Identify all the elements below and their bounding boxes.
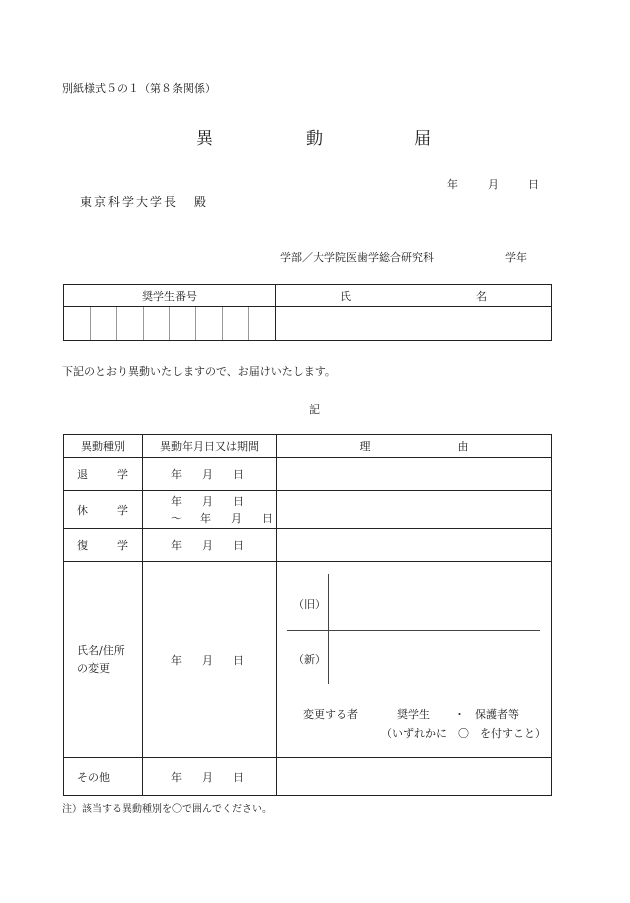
day-label: 日	[262, 511, 273, 525]
student-number-header-label: 奨学生番号	[142, 289, 197, 303]
month-label: 月	[202, 494, 213, 508]
year-label: 年	[171, 539, 182, 552]
type-change-line1: 氏名/住所	[77, 643, 125, 657]
student-number-boxes[interactable]	[64, 307, 276, 341]
reason-change[interactable]	[277, 562, 552, 758]
month-label: 月	[202, 468, 213, 481]
name-header	[276, 285, 552, 307]
name-header-a: 氏	[340, 289, 351, 303]
student-table	[63, 284, 552, 341]
option-student[interactable]: 奨学生	[397, 708, 430, 721]
day-label: 日	[233, 770, 244, 784]
date-header-label: 異動年月日又は期間	[160, 440, 259, 453]
old-label: （旧）	[293, 598, 326, 611]
date-taigaku[interactable]	[143, 458, 277, 491]
type-header	[64, 435, 143, 458]
grade-label: 学年	[505, 251, 527, 264]
reason-kyugaku[interactable]	[277, 491, 552, 529]
type-taigaku[interactable]	[64, 458, 143, 491]
year-label: 年	[171, 494, 182, 508]
old-new-divider-horizontal	[287, 630, 540, 631]
date-month-label: 月	[488, 178, 499, 191]
date-fukugaku[interactable]	[143, 529, 277, 562]
option-separator: ・	[454, 708, 465, 721]
type-kyugaku[interactable]	[64, 491, 143, 529]
day-label: 日	[233, 494, 244, 508]
digit-box[interactable]	[223, 307, 249, 340]
footnote: 注）該当する異動種別を〇で囲んでください。	[62, 804, 272, 815]
digit-box[interactable]	[117, 307, 143, 340]
intro-text: 下記のとおり異動いたしますので、お届けいたします。	[62, 365, 336, 378]
month-label: 月	[202, 770, 213, 784]
date-year-label: 年	[447, 178, 458, 191]
new-label: （新）	[293, 653, 326, 666]
type-kyugaku-b: 学	[117, 503, 128, 517]
addressee: 東京科学大学長	[80, 195, 179, 209]
digit-box[interactable]	[91, 307, 117, 340]
name-field[interactable]	[276, 307, 552, 341]
date-day-label: 日	[528, 178, 539, 191]
title-char-2: 動	[306, 129, 323, 149]
reason-header	[277, 435, 552, 458]
digit-box[interactable]	[64, 307, 91, 340]
year-label: 年	[200, 511, 211, 525]
digit-box[interactable]	[196, 307, 222, 340]
digit-box[interactable]	[249, 307, 275, 340]
reason-other[interactable]	[277, 758, 552, 796]
type-other[interactable]	[64, 758, 143, 796]
date-kyugaku[interactable]	[143, 491, 277, 529]
month-label: 月	[231, 511, 242, 525]
digit-box[interactable]	[144, 307, 170, 340]
change-table	[63, 434, 552, 796]
student-number-header	[64, 285, 276, 307]
date-header	[143, 435, 277, 458]
day-label: 日	[233, 539, 244, 552]
title-char-1: 異	[196, 129, 213, 149]
type-fukugaku-a: 復	[77, 539, 88, 552]
type-taigaku-b: 学	[117, 468, 128, 481]
type-kyugaku-a: 休	[77, 503, 88, 517]
name-header-b: 名	[476, 289, 487, 303]
type-change-line2: の変更	[77, 661, 110, 675]
year-label: 年	[171, 653, 182, 667]
reason-header-b: 由	[457, 440, 469, 453]
reason-fukugaku[interactable]	[277, 529, 552, 562]
type-other-label: その他	[77, 770, 110, 784]
form-number: 別紙様式５の１（第８条関係）	[62, 82, 216, 95]
day-label: 日	[233, 653, 244, 667]
type-taigaku-a: 退	[77, 468, 88, 481]
date-other[interactable]	[143, 758, 277, 796]
instruction-text: （いずれかに 〇 を付すこと）	[381, 727, 546, 740]
option-guardian[interactable]: 保護者等	[475, 708, 519, 721]
reason-header-a: 理	[359, 440, 371, 453]
old-new-divider-vertical	[328, 574, 329, 684]
type-fukugaku-b: 学	[117, 539, 128, 552]
honorific: 殿	[194, 195, 207, 209]
type-fukugaku[interactable]	[64, 529, 143, 562]
title-char-3: 届	[414, 129, 431, 149]
reason-taigaku[interactable]	[277, 458, 552, 491]
ki-label: 記	[309, 403, 320, 416]
tilde-label: ～	[171, 511, 182, 525]
month-label: 月	[202, 539, 213, 552]
day-label: 日	[233, 468, 244, 481]
date-change[interactable]	[143, 562, 277, 758]
type-header-label: 異動種別	[81, 440, 125, 453]
type-change[interactable]	[64, 562, 143, 758]
faculty-line: 学部／大学院医歯学総合研究科	[280, 251, 434, 264]
month-label: 月	[202, 653, 213, 667]
digit-box[interactable]	[170, 307, 196, 340]
year-label: 年	[171, 468, 182, 481]
changer-label: 変更する者	[303, 708, 358, 721]
year-label: 年	[171, 770, 182, 784]
